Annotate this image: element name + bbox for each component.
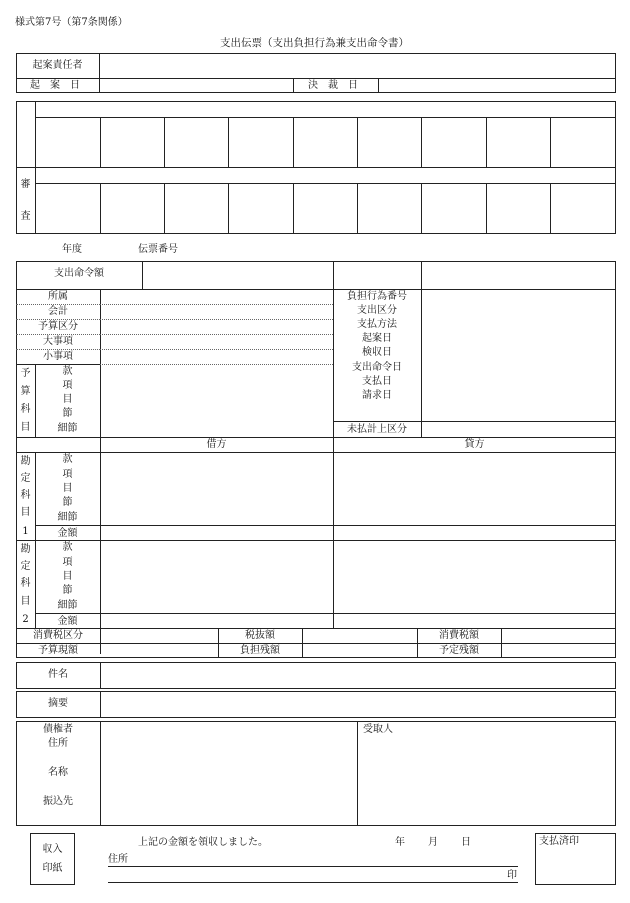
review-label-top: 審 [20, 179, 31, 190]
pre-tax-label: 税抜額 [245, 630, 275, 641]
account2-char-3: 科 [20, 578, 31, 589]
budget-subject-setsu: 節 [62, 408, 73, 419]
budget-subject-saisetsu: 細節 [57, 423, 78, 434]
account2-debit-field[interactable] [101, 541, 332, 612]
field-payment-date: 支払日 [362, 376, 392, 387]
burden-balance-label: 負担残額 [240, 645, 280, 656]
revenue-stamp-box [30, 833, 75, 885]
right-fields-values[interactable] [422, 290, 615, 420]
consumption-tax-field[interactable] [502, 629, 615, 642]
tax-category-field[interactable] [101, 629, 217, 642]
creditor-address-label: 住所 [48, 738, 68, 749]
receipt-address-field[interactable] [130, 852, 518, 865]
subject-field[interactable] [101, 663, 615, 688]
field-invoice-date: 請求日 [362, 390, 392, 401]
seal-mark: 印 [507, 870, 517, 881]
account2-char-4: 目 [20, 596, 31, 607]
account1-kan: 款 [62, 454, 73, 465]
receipt-name-field[interactable] [108, 869, 504, 881]
creditor-label: 債権者 [43, 724, 73, 735]
field-budget-category: 予算区分 [38, 321, 78, 332]
burden-balance-field[interactable] [303, 644, 416, 657]
credit-header: 貸方 [464, 439, 485, 450]
field-draft-date: 起案日 [362, 333, 392, 344]
receipt-year-label: 年 [395, 837, 405, 848]
account2-saisetsu: 細節 [57, 600, 78, 611]
account1-kou: 項 [62, 469, 73, 480]
field-accounting: 会計 [48, 306, 68, 317]
field-major-item: 大事項 [43, 336, 73, 347]
subject-label: 件名 [48, 669, 68, 680]
planned-balance-field[interactable] [502, 644, 615, 657]
budget-subject-char-1: 予 [20, 368, 31, 379]
order-amount-field[interactable] [143, 262, 332, 288]
decision-date-label: 決裁日 [308, 80, 368, 91]
account1-char-2: 定 [20, 473, 31, 484]
field-order-date: 支出命令日 [352, 362, 402, 373]
account1-char-5: 1 [22, 526, 29, 537]
field-affiliation: 所属 [48, 291, 68, 302]
creditor-field[interactable] [101, 722, 356, 825]
tax-category-label: 消費税区分 [33, 630, 83, 641]
field-expenditure-category: 支出区分 [357, 305, 397, 316]
review-label-bottom: 査 [20, 211, 31, 222]
account2-kan: 款 [62, 542, 73, 553]
account1-char-4: 目 [20, 507, 31, 518]
budget-subject-kan: 款 [62, 366, 73, 377]
unpaid-category-label: 未払計上区分 [347, 424, 407, 435]
budget-subject-char-2: 算 [20, 386, 31, 397]
draft-date-field[interactable] [100, 79, 292, 92]
account1-debit-field[interactable] [101, 453, 332, 524]
debit-header: 借方 [206, 439, 227, 450]
budget-subject-moku: 目 [62, 394, 73, 405]
revenue-stamp-line2: 印紙 [42, 863, 63, 874]
recipient-label: 受取人 [363, 724, 393, 735]
creditor-name-label: 名称 [48, 767, 68, 778]
budget-subject-char-3: 科 [20, 404, 31, 415]
field-minor-item: 小事項 [43, 351, 73, 362]
decision-date-field[interactable] [379, 79, 615, 92]
field-inspection-date: 検収日 [362, 347, 392, 358]
receipt-day-label: 日 [461, 837, 471, 848]
account2-char-5: 2 [22, 614, 29, 625]
budget-balance-label: 予算現額 [38, 645, 78, 656]
field-payment-method: 支払方法 [357, 319, 397, 330]
account2-char-2: 定 [20, 561, 31, 572]
summary-field[interactable] [101, 692, 615, 717]
budget-balance-field[interactable] [101, 644, 217, 657]
account1-credit-field[interactable] [334, 453, 615, 524]
receipt-statement: 上記の金額を領収しました。 [138, 837, 268, 848]
account2-kou: 項 [62, 557, 73, 568]
budget-subject-char-4: 目 [20, 422, 31, 433]
unpaid-category-field[interactable] [422, 422, 615, 436]
account1-char-3: 科 [20, 490, 31, 501]
order-amount-extra-field[interactable] [422, 262, 615, 288]
drafting-responsible-label: 起案責任者 [32, 60, 83, 71]
draft-date-label: 起案日 [30, 80, 90, 91]
recipient-field[interactable] [358, 738, 615, 825]
account2-char-1: 勘 [20, 544, 31, 555]
account2-setsu: 節 [62, 585, 73, 596]
budget-subject-kou: 項 [62, 380, 73, 391]
fiscal-year-label: 年度 [62, 244, 82, 255]
receipt-address-label: 住所 [108, 854, 128, 865]
receipt-month-label: 月 [428, 837, 438, 848]
transfer-to-label: 振込先 [43, 796, 73, 807]
consumption-tax-label: 消費税額 [439, 630, 479, 641]
drafting-responsible-field[interactable] [100, 54, 615, 77]
account1-amount-label: 金額 [57, 528, 78, 539]
revenue-stamp-line1: 収入 [42, 844, 63, 855]
account1-saisetsu: 細節 [57, 512, 78, 523]
form-title: 支出伝票（支出負担行為兼支出命令書） [220, 37, 409, 49]
account1-setsu: 節 [62, 497, 73, 508]
planned-balance-label: 予定残額 [439, 645, 479, 656]
account1-char-1: 勘 [20, 456, 31, 467]
account2-credit-field[interactable] [334, 541, 615, 612]
paid-stamp-label: 支払済印 [539, 836, 579, 847]
account2-amount-label: 金額 [57, 616, 78, 627]
pre-tax-field[interactable] [303, 629, 416, 642]
summary-label: 摘要 [48, 698, 68, 709]
account2-moku: 目 [62, 571, 73, 582]
field-burden-number: 負担行為番号 [347, 291, 407, 302]
slip-number-label: 伝票番号 [138, 244, 178, 255]
order-amount-label: 支出命令額 [54, 268, 104, 279]
account1-moku: 目 [62, 483, 73, 494]
form-number: 様式第7号（第7条関係） [15, 17, 128, 28]
